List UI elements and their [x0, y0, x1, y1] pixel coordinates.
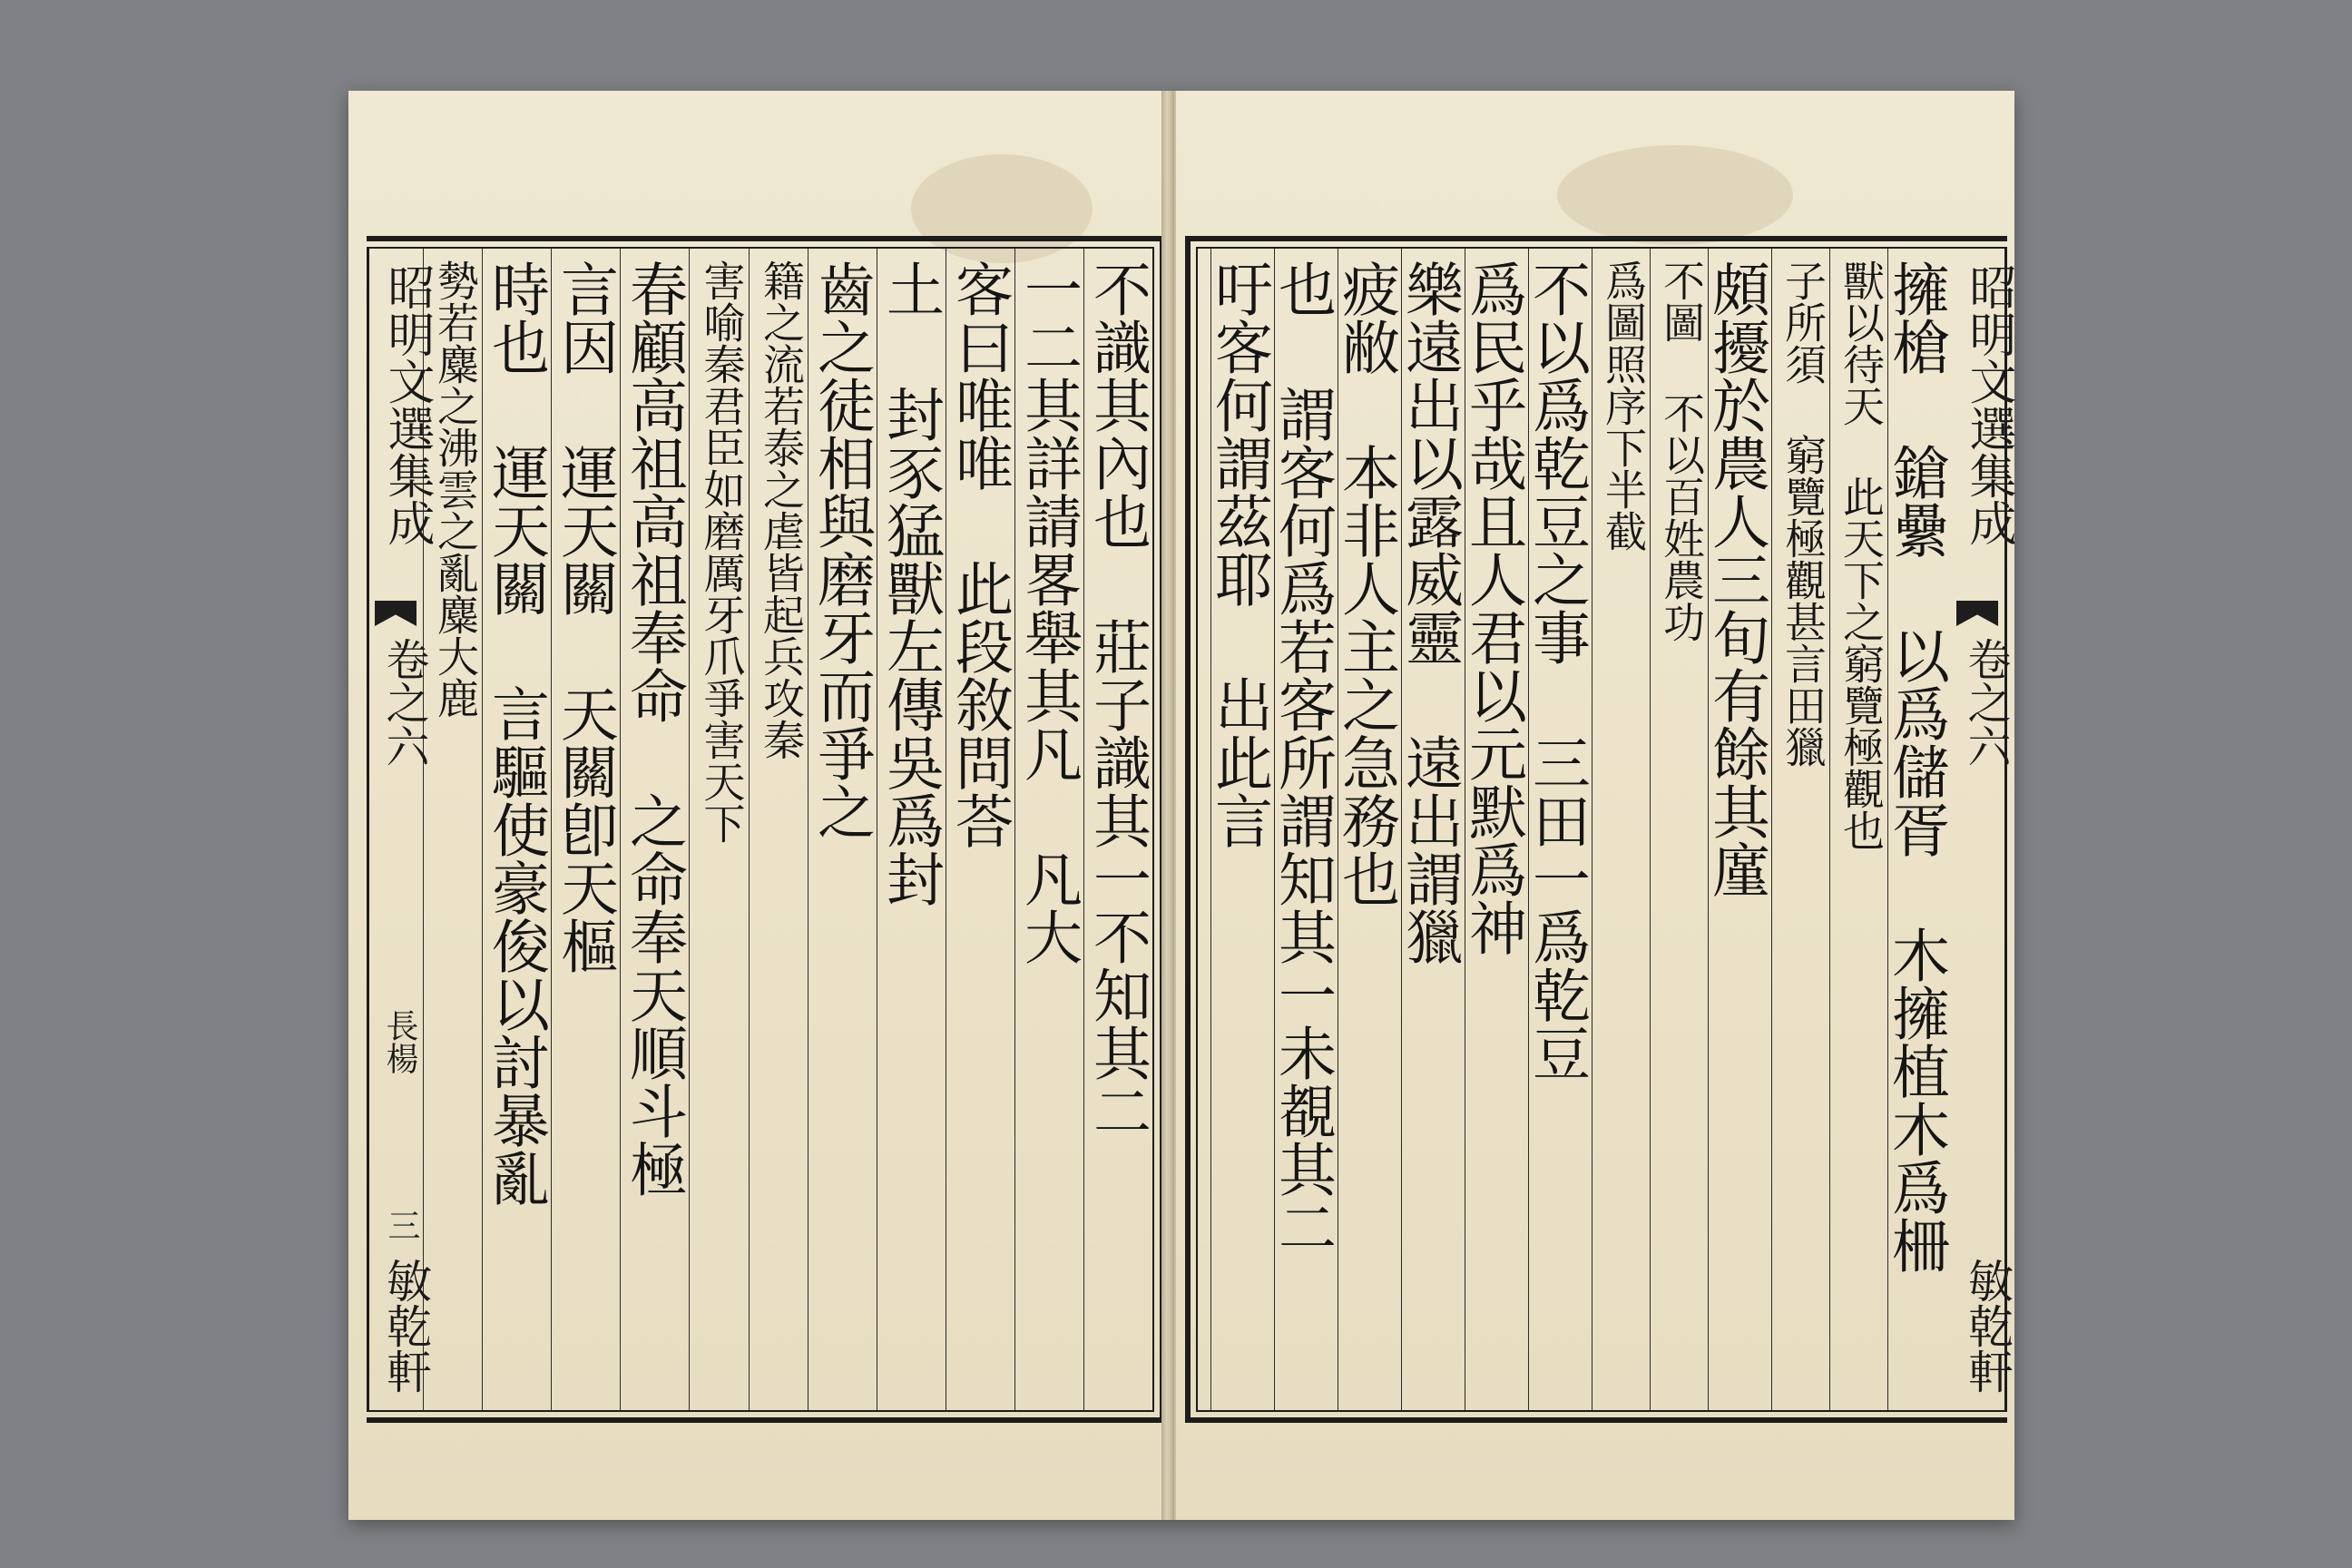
text-column: 吁客何謂茲耶 出此言 [1210, 247, 1274, 1412]
text-column: 疲敝 本非人主之急務也 [1338, 247, 1401, 1412]
left-columns [367, 247, 1152, 1412]
text-column: 樂遠出以露威靈 遠出謂獵 [1401, 247, 1465, 1412]
text-column: 齒之徒相與磨牙而爭之 [808, 247, 877, 1412]
text-column: 獸以待天 此天下之窮覽極觀也 [1829, 247, 1887, 1412]
text-column: 土 封豕猛獸左傳吳爲封 [877, 247, 946, 1412]
left-margin-column [367, 247, 435, 1412]
left-page [348, 91, 1163, 1520]
right-page [1174, 91, 2014, 1520]
text-column: 一二其詳請畧舉其凡 凡大 [1014, 247, 1083, 1412]
text-column: 客曰唯唯 此段敘問荅 [946, 247, 1014, 1412]
text-column: 不以爲乾豆之事 三田一爲乾豆 [1528, 247, 1592, 1412]
right-columns [1198, 247, 2015, 1412]
margin-title: 昭明文選集成 [379, 263, 435, 546]
text-column: 也 謂客何爲若客所謂知其一未覩其二 [1274, 247, 1338, 1412]
fishtail-mark [1956, 601, 1998, 626]
open-book [338, 91, 2022, 1520]
margin-volume: 卷之六 [1960, 637, 2011, 768]
margin-page-number: 三 [383, 1209, 421, 1241]
fishtail-mark [375, 601, 416, 626]
text-column: 不圖 不以百姓農功 [1650, 247, 1708, 1412]
text-column: 言因 運天關 天關卽天樞 [551, 247, 620, 1412]
paper-stain [1557, 145, 1793, 245]
margin-press: 敏乾軒 [379, 1258, 433, 1394]
text-column: 不識其內也 莊子識其一不知其二 [1083, 247, 1152, 1412]
text-column: 擁槍 鎗纍 以爲儲胥 木擁植木爲柵 [1887, 247, 1951, 1412]
text-column: 頗擾於農人三旬有餘其廑 [1708, 247, 1771, 1412]
right-margin-column [1951, 247, 2015, 1412]
margin-title: 昭明文選集成 [1961, 263, 2015, 546]
margin-volume: 卷之六 [378, 637, 430, 768]
text-column: 爲圖照序下半截 [1592, 247, 1650, 1412]
text-column: 子所須 窮覽極觀甚言田獵 [1771, 247, 1829, 1412]
margin-press: 敏乾軒 [1961, 1258, 2014, 1394]
margin-chapter: 長楊 [381, 1009, 419, 1074]
text-column: 春顧高祖高祖奉命 之命奉天順斗極 [620, 247, 689, 1412]
text-column: 爲民乎哉且人君以元默爲神 [1465, 247, 1528, 1412]
text-column: 時也 運天關 言驅使豪俊以討暴亂 [482, 247, 551, 1412]
text-column: 籍之流若泰之虐皆起兵攻秦 [749, 247, 808, 1412]
text-column: 害喻秦君臣如磨厲牙爪爭害天下 [689, 247, 749, 1412]
book-gutter [1161, 91, 1174, 1520]
right-text-frame [1185, 236, 2015, 1423]
text-column: 勢若麋之沸雲之亂麋大鹿 [423, 247, 483, 1412]
left-text-frame [367, 236, 1165, 1423]
